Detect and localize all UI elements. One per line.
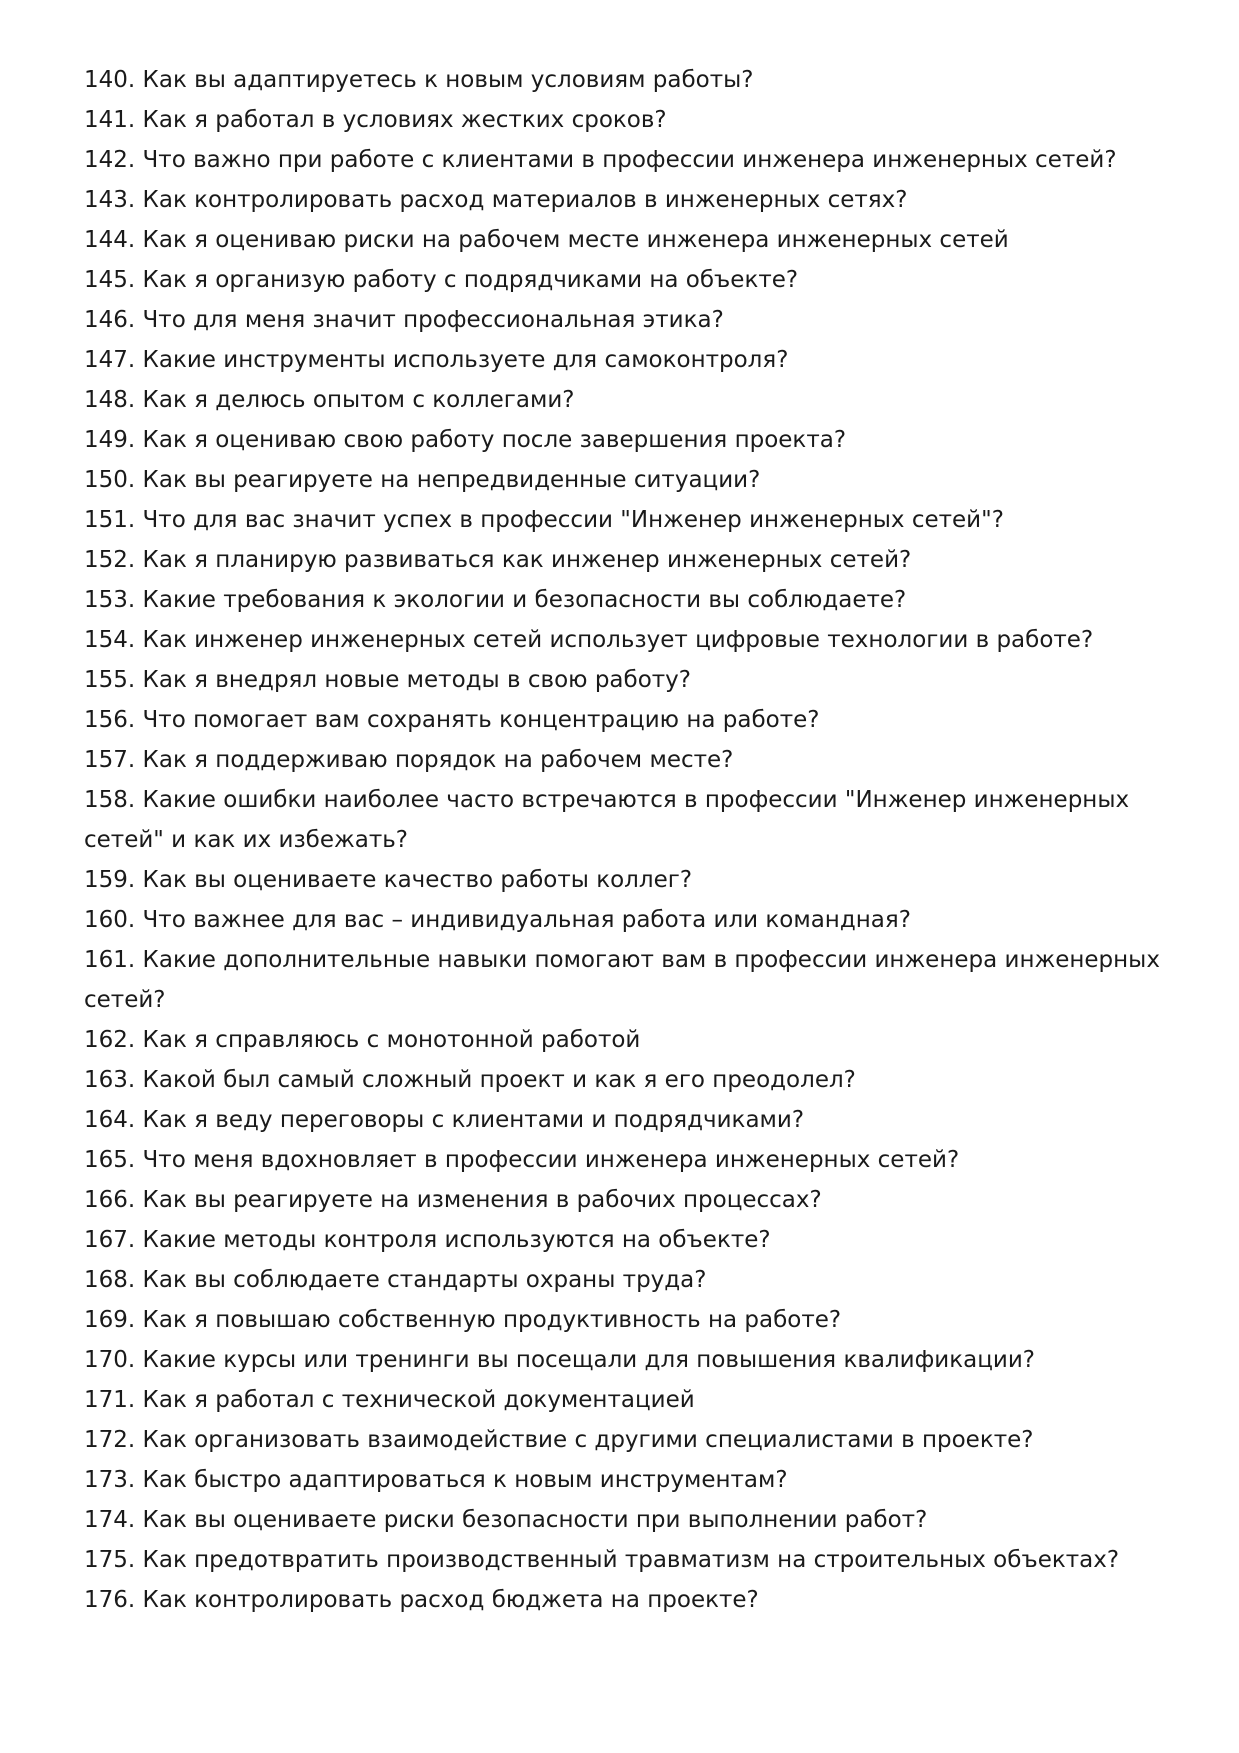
question-item: 175. Как предотвратить производственный травматизм на строительных объектах? — [84, 1547, 1120, 1573]
question-item: 160. Что важнее для вас – индивидуальная работа или командная? — [84, 907, 911, 933]
question-item: 168. Как вы соблюдаете стандарты охраны труда? — [84, 1267, 707, 1293]
question-item: 166. Как вы реагируете на изменения в рабочих процессах? — [84, 1187, 822, 1213]
question-item: 170. Какие курсы или тренинги вы посещали для повышения квалификации? — [84, 1347, 1035, 1373]
question-list — [84, 60, 1164, 1620]
question-item: 169. Как я повышаю собственную продуктивность на работе? — [84, 1307, 842, 1333]
question-item: 159. Как вы оцениваете качество работы коллег? — [84, 867, 693, 893]
question-item: 152. Как я планирую развиваться как инженер инженерных сетей? — [84, 547, 912, 573]
question-item: 164. Как я веду переговоры с клиентами и подрядчиками? — [84, 1107, 805, 1133]
question-item: 165. Что меня вдохновляет в профессии инженера инженерных сетей? — [84, 1147, 960, 1173]
question-item: 148. Как я делюсь опытом с коллегами? — [84, 387, 575, 413]
question-item: 157. Как я поддерживаю порядок на рабочем месте? — [84, 747, 734, 773]
question-item: 140. Как вы адаптируетесь к новым условиям работы? — [84, 67, 754, 93]
question-item: 173. Как быстро адаптироваться к новым инструментам? — [84, 1467, 788, 1493]
question-item: 167. Какие методы контроля используются на объекте? — [84, 1227, 771, 1253]
question-item: 155. Как я внедрял новые методы в свою работу? — [84, 667, 691, 693]
question-item: 149. Как я оцениваю свою работу после завершения проекта? — [84, 427, 847, 453]
question-item: 156. Что помогает вам сохранять концентрацию на работе? — [84, 707, 820, 733]
question-item: 142. Что важно при работе с клиентами в профессии инженера инженерных сетей? — [84, 147, 1117, 173]
question-item: 174. Как вы оцениваете риски безопасности при выполнении работ? — [84, 1507, 928, 1533]
question-item: 145. Как я организую работу с подрядчиками на объекте? — [84, 267, 799, 293]
question-item: 141. Как я работал в условиях жестких сроков? — [84, 107, 667, 133]
question-item: 151. Что для вас значит успех в профессии "Инженер инженерных сетей"? — [84, 507, 1004, 533]
question-item: 154. Как инженер инженерных сетей использует цифровые технологии в работе? — [84, 627, 1094, 653]
question-item: 158. Какие ошибки наиболее часто встречаются в профессии "Инженер инженерных сетей" и как их избежать? — [84, 787, 1130, 853]
question-item: 161. Какие дополнительные навыки помогают вам в профессии инженера инженерных сетей? — [84, 947, 1160, 1013]
question-item: 147. Какие инструменты используете для самоконтроля? — [84, 347, 789, 373]
question-item: 143. Как контролировать расход материалов в инженерных сетях? — [84, 187, 908, 213]
question-item: 172. Как организовать взаимодействие с другими специалистами в проекте? — [84, 1427, 1034, 1453]
question-item: 162. Как я справляюсь с монотонной работой — [84, 1027, 641, 1053]
question-item: 176. Как контролировать расход бюджета на проекте? — [84, 1587, 759, 1613]
question-item: 163. Какой был самый сложный проект и как я его преодолел? — [84, 1067, 856, 1093]
question-item: 150. Как вы реагируете на непредвиденные ситуации? — [84, 467, 761, 493]
question-item: 153. Какие требования к экологии и безопасности вы соблюдаете? — [84, 587, 907, 613]
question-item: 171. Как я работал с технической документацией — [84, 1387, 695, 1413]
question-item: 146. Что для меня значит профессиональная этика? — [84, 307, 724, 333]
question-item: 144. Как я оцениваю риски на рабочем месте инженера инженерных сетей — [84, 227, 1009, 253]
